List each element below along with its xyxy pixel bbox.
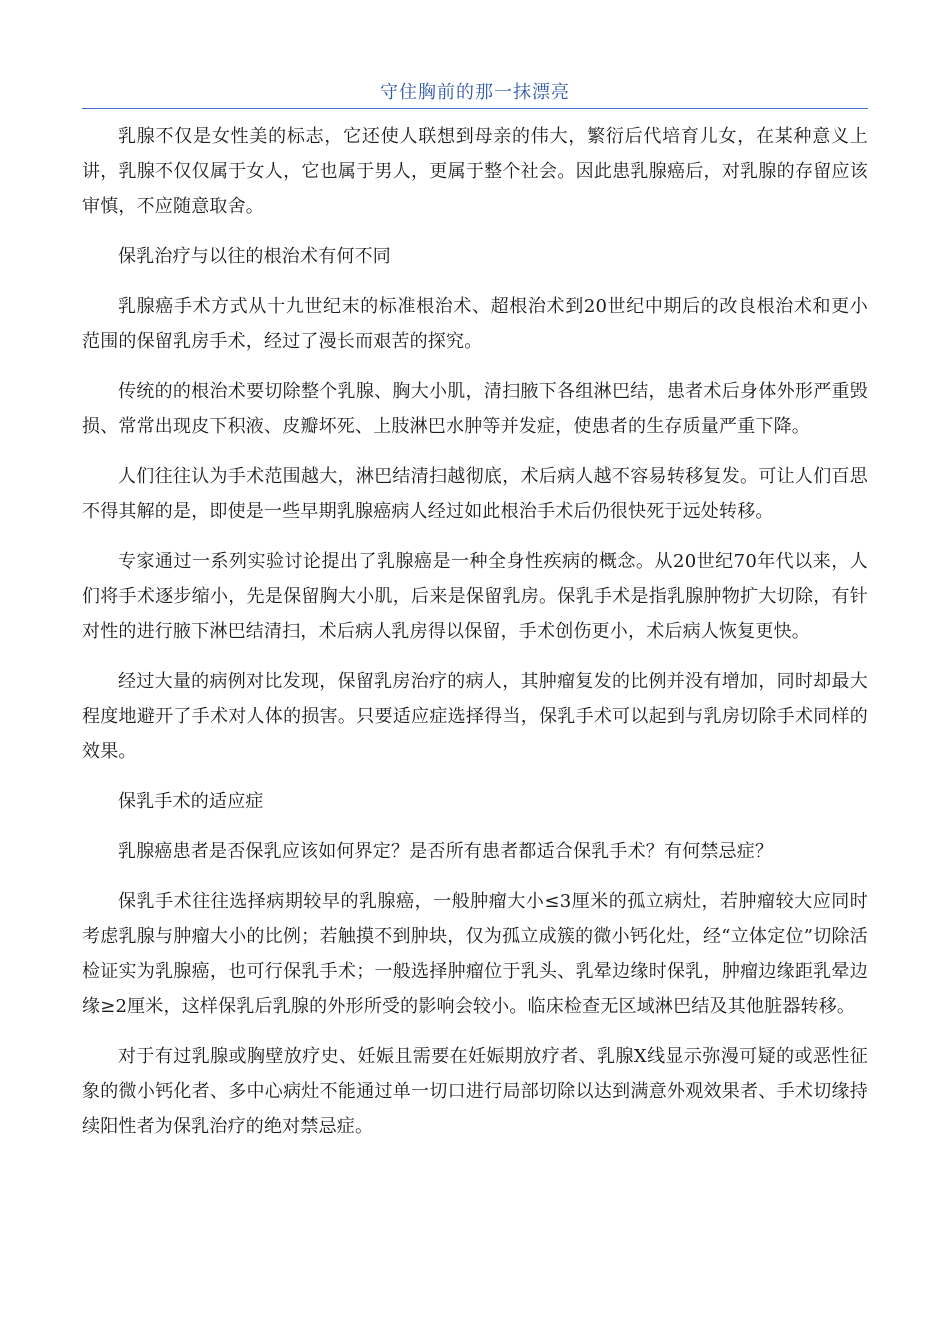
article-body bbox=[82, 119, 868, 1159]
paragraph-contraindications: 对于有过乳腺或胸壁放疗史、妊娠且需要在妊娠期放疗者、乳腺X线显示弥漫可疑的或恶性征象的微小钙化者、多中心病灶不能通过单一切口进行局部切除以达到满意外观效果者、手术切缘持续阳性者为保乳治疗的绝对禁忌症。 bbox=[82, 1046, 868, 1137]
paragraph-questions: 乳腺癌患者是否保乳应该如何界定？是否所有患者都适合保乳手术？有何禁忌症？ bbox=[118, 841, 774, 862]
section-heading-indications: 保乳手术的适应症 bbox=[118, 791, 264, 812]
paragraph-comparison: 经过大量的病例对比发现，保留乳房治疗的病人，其肿瘤复发的比例并没有增加，同时却最大程度地避开了手术对人体的损害。只要适应症选择得当，保乳手术可以起到与乳房切除手术同样的效果。 bbox=[82, 671, 868, 762]
page-header bbox=[82, 80, 868, 109]
paragraph-intro: 乳腺不仅是女性美的标志，它还使人联想到母亲的伟大，繁衍后代培育儿女，在某种意义上讲，乳腺不仅仅属于女人，它也属于男人，更属于整个社会。因此患乳腺癌后，对乳腺的存留应该审慎，不应随意取舍。 bbox=[82, 126, 868, 217]
paragraph-systemic-disease: 专家通过一系列实验讨论提出了乳腺癌是一种全身性疾病的概念。从20世纪70年代以来，人们将手术逐步缩小，先是保留胸大小肌，后来是保留乳房。保乳手术是指乳腺肿物扩大切除，有针对性的进行腋下淋巴结清扫，术后病人乳房得以保留，手术创伤更小，术后病人恢复更快。 bbox=[82, 551, 868, 642]
paragraph-misconception: 人们往往认为手术范围越大，淋巴结清扫越彻底，术后病人越不容易转移复发。可让人们百思不得其解的是，即使是一些早期乳腺癌病人经过如此根治手术后仍很快死于远处转移。 bbox=[82, 466, 868, 522]
paragraph-traditional-surgery: 传统的的根治术要切除整个乳腺、胸大小肌，清扫腋下各组淋巴结，患者术后身体外形严重毁损、常常出现皮下积液、皮瓣坏死、上肢淋巴水肿等并发症，使患者的生存质量严重下降。 bbox=[82, 381, 868, 437]
section-heading-difference: 保乳治疗与以往的根治术有何不同 bbox=[118, 246, 391, 267]
paragraph-indications: 保乳手术往往选择病期较早的乳腺癌，一般肿瘤大小≤3厘米的孤立病灶，若肿瘤较大应同时考虑乳腺与肿瘤大小的比例；若触摸不到肿块，仅为孤立成簇的微小钙化灶，经“立体定位”切除活检证实为乳腺癌，也可行保乳手术；一般选择肿瘤位于乳头、乳晕边缘时保乳，肿瘤边缘距乳晕边缘≥2厘米，这样保乳后乳腺的外形所受的影响会较小。临床检查无区域淋巴结及其他脏器转移。 bbox=[82, 891, 868, 1017]
paragraph-history: 乳腺癌手术方式从十九世纪末的标准根治术、超根治术到20世纪中期后的改良根治术和更小范围的保留乳房手术，经过了漫长而艰苦的探究。 bbox=[82, 296, 868, 352]
document-title: 守住胸前的那一抹漂亮 bbox=[380, 82, 570, 103]
